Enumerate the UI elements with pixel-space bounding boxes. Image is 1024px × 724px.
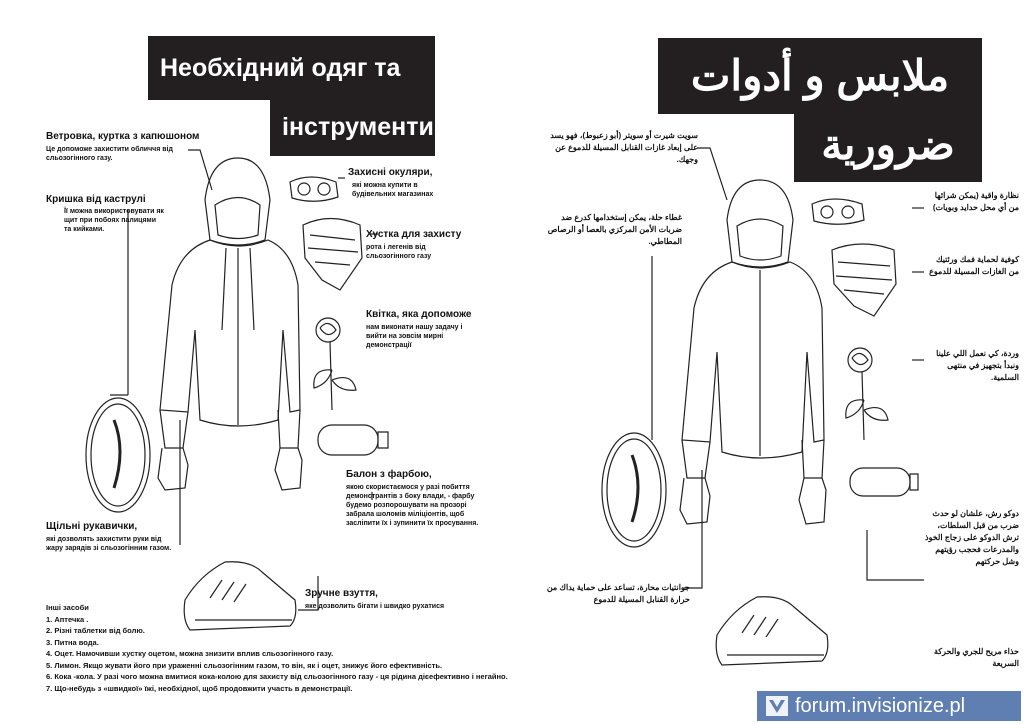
item-gloves-label: Щільні рукавички, — [46, 521, 138, 532]
item-shoes-label: Зручне взуття, — [305, 588, 378, 599]
ar-item-scarf: كوفية لحماية فمك ورئتيك من الغازات المسيلة للدموع — [929, 255, 1019, 276]
ar-item-spray: دوكو رش، علشان لو حدث ضرب من قبل السلطات، ترش الدوكو على زجاج الخوذ والمدرعات فحجب رؤيتهم وشل حركتهم — [925, 509, 1019, 566]
ar-item-flower: وردة، كي نعمل اللي علينا ونبدأ بتجهيز في منتهى السلمية. — [936, 349, 1019, 382]
item-flower-desc: нам виконати нашу задачу і вийти на зовсім мирні демонстрації — [366, 324, 463, 349]
item-jacket-label: Ветровка, куртка з капюшоном — [46, 131, 200, 142]
ar-item-shoes: حذاء مريح للجري والحركة السريعة — [933, 647, 1019, 668]
left-title-line1: Необхідний одяг та — [148, 36, 435, 100]
left-title-line2: інструменти — [270, 98, 435, 156]
hood — [205, 158, 270, 245]
watermark-banner: forum.invisionize.pl — [757, 691, 1021, 721]
other-means-title: Інші засоби — [46, 603, 89, 612]
ar-item-pot-lid: غطاء حلة، يمكن إستخدامها كدرع ضد ضربات الأمن المركزي بالعصا أو الرصاص المطاطي. — [547, 213, 682, 246]
pot-lid — [86, 398, 150, 512]
spray-can — [318, 425, 378, 455]
ar-item-sweatshirt: سويت شيرت أو سويتر (أبو زعبوط)، فهو يسد على إبعاد غازات القنابل المسيلة للدموع عن وجهك. — [550, 131, 698, 164]
item-goggles-label: Захисні окуляри, — [348, 167, 433, 178]
item-scarf-desc: рота і легенів від сльозогінного газу — [366, 244, 432, 260]
item-gloves-desc: які дозволять захистити руки від жару зарядів зі сльозогінним газом. — [46, 536, 172, 552]
other-means-item: 6. Кока -кола. У разі чого можна вмитися кока-колою для захисту від сльозогінного газу - ця рідина дієефективно і негайно. — [46, 672, 508, 681]
other-means-item: 7. Що-небудь з «швидкої» їжі, необхідної, щоб продовжити участь в демонстрації. — [46, 683, 353, 693]
ar-item-gloves: جوانتيات محارة، تساعد على حماية يداك من حرارة القنابل المسيلة للدموع — [546, 583, 690, 604]
item-spray-desc: якою скористаємося у разі побиття демонстрантів з боку влади, - фарбу будемо розпорошувати на прозорі забрала шоломів міліціонтів, щоб засліпити їх і зупинити їх просування. — [346, 484, 479, 527]
scarf — [303, 219, 362, 291]
right-title-line2: ضرورية — [794, 112, 982, 182]
other-means-item: 3. Питна вода. — [46, 637, 99, 647]
item-flower-label: Квітка, яка допоможе — [366, 309, 472, 320]
ar-item-goggles: نظارة واقية (يمكن شرائها من أي محل حدايد وبويات) — [932, 191, 1019, 212]
item-spray-label: Балон з фарбою, — [346, 469, 432, 480]
right-page — [512, 0, 1024, 724]
other-means-item: 1. Аптечка . — [46, 614, 89, 624]
goggles — [290, 177, 338, 201]
item-goggles-desc: які можна купити в будівельних магазинах — [352, 182, 434, 198]
item-jacket-desc: Це допоможе захистити обличчя від сльозогінного газу. — [46, 146, 173, 162]
item-pot-lid-label: Кришка від каструлі — [46, 194, 146, 205]
other-means-item: 4. Оцет. Намочивши хустку оцетом, можна знизити вплив сльозогінного газу. — [46, 649, 334, 658]
item-scarf-label: Хустка для захисту — [366, 229, 462, 240]
hoodie-body — [160, 240, 300, 426]
other-means-item: 2. Різні таблетки від болю. — [46, 626, 145, 635]
item-shoes-desc: яке дозволить бігати і швидко рухатися — [305, 603, 445, 610]
other-means-item: 5. Лимон. Якщо жувати його при ураженні сльозогінним газом, то він, як і оцет, знижує його ефективність. — [46, 660, 443, 670]
right-title-line1: ملابس و أدوات — [658, 38, 982, 114]
pot-lid-right — [602, 433, 666, 547]
other-means-list — [46, 602, 508, 694]
item-pot-lid-desc: Її можна використовувати як щит при побоях палицями та кийками. — [64, 208, 164, 233]
forum-logo-icon — [766, 696, 788, 716]
